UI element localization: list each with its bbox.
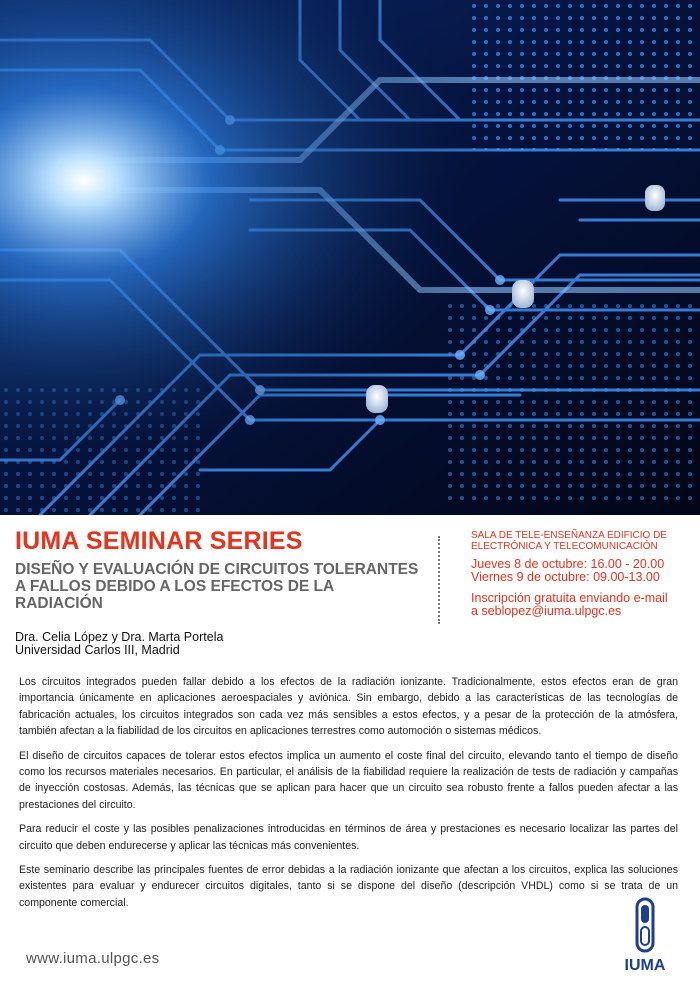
- signup-info: [471, 592, 696, 618]
- venue-text: SALA DE TELE-ENSEÑANZA EDIFICIO DE ELECTRÓNICA Y TELECOMUNICACIÓN: [471, 530, 667, 552]
- event-info: [471, 530, 696, 618]
- speaker-names: Dra. Celia López y Dra. Marta Portela: [15, 630, 224, 644]
- signup-line: Inscripción gratuita enviando e-mail: [471, 591, 668, 605]
- seminar-series-title: IUMA SEMINAR SERIES: [15, 527, 303, 555]
- speaker-affiliation: Universidad Carlos III, Madrid: [15, 643, 180, 657]
- description-paragraph: Este seminario describe las principales fuentes de error debidas a la radiación ionizante que afectan a los circuitos, explica las soluciones existentes para evaluar y endurecer circuitos digitales, tanto si se dispone del diseño (descripción VHDL) como si se trata de un componente comercial.: [19, 864, 678, 909]
- event-dates: [471, 558, 696, 584]
- iuma-logo: [615, 895, 675, 980]
- signup-email-line[interactable]: a seblopez@iuma.ulpgc.es: [471, 604, 622, 618]
- description-paragraph: El diseño de circuitos capaces de tolerar estos efectos implica un aumento el coste final del circuito, elevando tanto el tiempo de diseño como los recursos materiales necesarios. En particular, el análisis de la fiabilidad requiere la realización de tests de radiación y campañas de inyección costosas. Además, las técnicas que se aplican para hacer que un circuito sea robusto frente a fallos pueden afectar a las prestaciones del circuito.: [19, 749, 678, 811]
- date-line: Viernes 9 de octubre: 09.00-13.00: [471, 570, 660, 584]
- description-paragraph: Los circuitos integrados pueden fallar debido a los efectos de la radiación ionizante. Tradicionalmente, estos efectos eran de gran importancia únicamente en aplicaciones aeroespaciales y aviónica. Sin embargo, debido a las características de las tecnologías de fabricación actuales, los circuitos integrados son cada vez más sensibles a estos efectos, y a pesar de la protección de la atmósfera, también afectan a la fiabilidad de los circuitos en aplicaciones terrestres como automoción o sistemas médicos.: [19, 676, 678, 738]
- description-paragraph: Para reducir el coste y las posibles penalizaciones introducidas en términos de área y prestaciones es necesario localizar las partes del circuito que deben endurecerse y aplicar las técnicas más convenientes.: [19, 823, 678, 852]
- date-line: Jueves 8 de octubre: 16.00 - 20.00: [471, 557, 665, 571]
- website-link[interactable]: www.iuma.ulpgc.es: [26, 950, 160, 967]
- seminar-subtitle: DISEÑO Y EVALUACIÓN DE CIRCUITOS TOLERANTES A FALLOS DEBIDO A LOS EFECTOS DE LA RADIACIÓN: [15, 561, 419, 612]
- seminar-description: [19, 674, 678, 919]
- speakers: [15, 631, 223, 657]
- dotted-divider: [438, 536, 440, 624]
- logo-wordmark: IUMA: [624, 957, 666, 974]
- iuma-logo-icon: [615, 895, 675, 957]
